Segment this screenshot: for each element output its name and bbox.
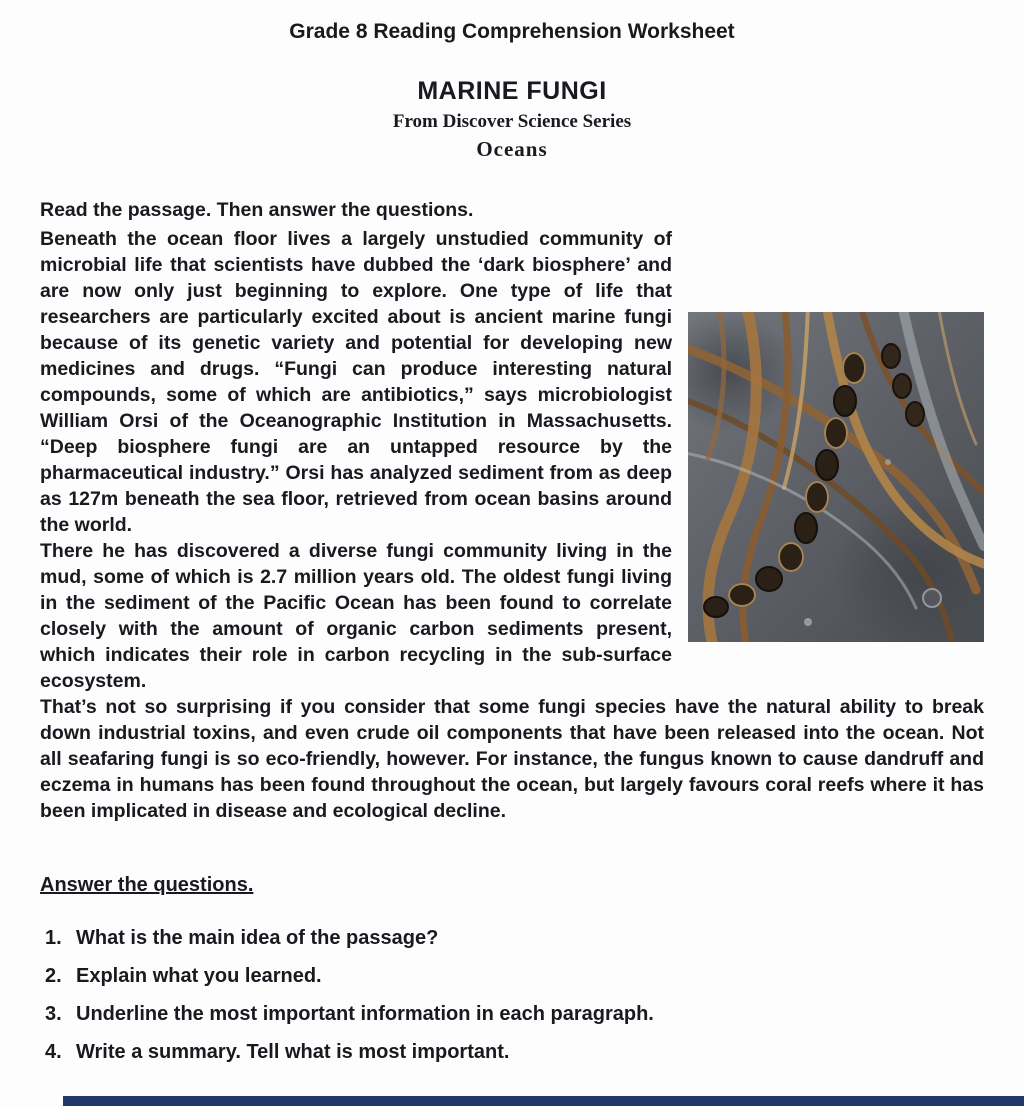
marine-fungi-image bbox=[688, 312, 984, 642]
passage-topic: Oceans bbox=[476, 137, 548, 161]
question-number: 4. bbox=[45, 1041, 62, 1063]
questions-heading: Answer the questions. bbox=[40, 874, 254, 896]
question-number: 3. bbox=[45, 1003, 62, 1025]
question-item-3 bbox=[40, 1003, 984, 1026]
question-item-4 bbox=[40, 1041, 984, 1064]
question-text: Underline the most important information in each paragraph. bbox=[76, 1003, 654, 1025]
marine-fungi-microscopy-illustration bbox=[688, 312, 984, 642]
question-text: What is the main idea of the passage? bbox=[76, 927, 439, 949]
passage-paragraph-3: That’s not so surprising if you consider that some fungi species have the natural ability to break down industrial toxins, and even crude oil components that have been released into the ocean. Not all seafaring fungi is so eco-friendly, however. For instance, the fungus known to cause dandruff and eczema in humans has been found throughout the ocean, but largely favours coral reefs where it has been implicated in disease and ecological decline. bbox=[40, 696, 984, 822]
question-number: 1. bbox=[45, 927, 62, 949]
passage-title: MARINE FUNGI bbox=[417, 77, 607, 105]
passage-instruction: Read the passage. Then answer the questions. bbox=[40, 199, 474, 221]
question-item-2 bbox=[40, 965, 984, 988]
passage-text bbox=[40, 226, 984, 824]
passage-paragraph-1: Beneath the ocean floor lives a largely unstudied community of microbial life that scientists have dubbed the ‘dark biosphere’ and are now only just beginning to explore. One type of life that researchers are particularly excited about is ancient marine fungi because of its genetic variety and potential for developing new medicines and drugs. “Fungi can produce interesting natural compounds, some of which are antibiotics,” says microbiologist William Orsi of the Oceanographic Institution in Massachusetts. “Deep biosphere fungi are an untapped resource by the pharmaceutical industry.” Orsi has analyzed sediment from as deep as 127m beneath the sea floor, retrieved from ocean basins around the world. bbox=[40, 228, 672, 536]
questions-list bbox=[40, 927, 984, 1064]
passage-source: From Discover Science Series bbox=[392, 111, 632, 132]
passage-header bbox=[40, 77, 984, 162]
worksheet-title: Grade 8 Reading Comprehension Worksheet bbox=[289, 20, 735, 43]
footer-bar bbox=[63, 1096, 1024, 1106]
question-text: Explain what you learned. bbox=[76, 965, 322, 987]
question-text: Write a summary. Tell what is most important. bbox=[76, 1041, 510, 1063]
question-item-1 bbox=[40, 927, 984, 950]
passage-paragraph-2: There he has discovered a diverse fungi community living in the mud, some of which is 2.7 million years old. The oldest fungi living in the sediment of the Pacific Ocean has been found to correlate closely with the amount of organic carbon sediments present, which indicates their role in carbon recycling in the sub-surface ecosystem. bbox=[40, 540, 672, 692]
question-number: 2. bbox=[45, 965, 62, 987]
